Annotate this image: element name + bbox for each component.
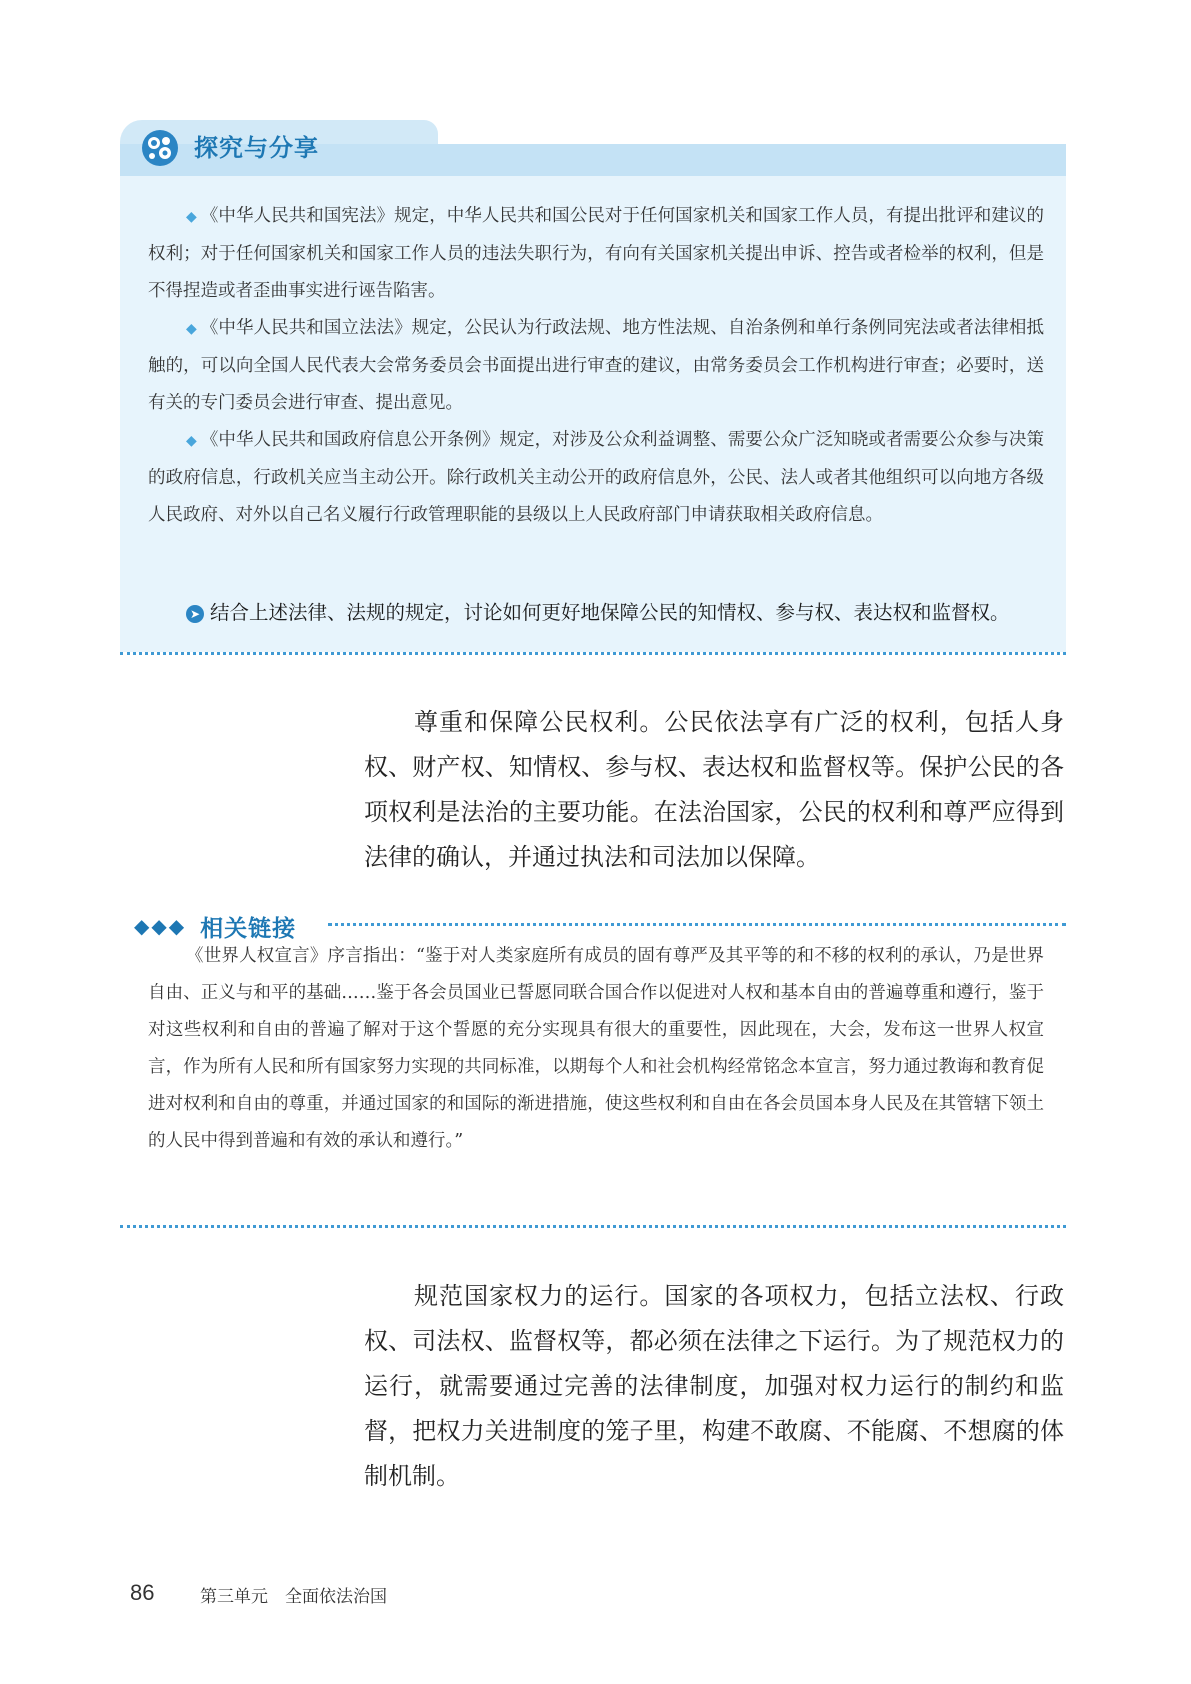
body-paragraph-power: 规范国家权力的运行。国家的各项权力，包括立法权、行政权、司法权、监督权等，都必须在法律之下运行。为了规范权力的运行，就需要通过完善的法律制度，加强对权力运行的制约和监督，把权力关进制度的笼子里，构建不敢腐、不能腐、不想腐的体制机制。 [364,1282,1064,1490]
explore-title: 探究与分享 [194,134,319,162]
explore-content [148,198,1044,534]
diamond-bullet-icon: ◆ [186,433,197,449]
arrow-right-icon: ➤ [186,605,204,623]
explore-paragraph: ◆ 《中华人民共和国宪法》规定，中华人民共和国公民对于任何国家机关和国家工作人员，有提出批评和建议的权利；对于任何国家机关和国家工作人员的违法失职行为，有向有关国家机关提出申诉、控告或者检举的权利，但是不得捏造或者歪曲事实进行诬告陷害。 [148,206,1044,301]
diamond-bullet-icon: ◆ [186,321,197,337]
page-number: 86 [130,1580,155,1605]
related-links-title: 相关链接 [200,915,297,942]
body-paragraph-rights: 尊重和保障公民权利。公民依法享有广泛的权利，包括人身权、财产权、知情权、参与权、表达权和监督权等。保护公民的各项权利是法治的主要功能。在法治国家，公民的权利和尊严应得到法律的确认，并通过执法和司法加以保障。 [364,708,1064,871]
diamond-bullet-icon: ◆ [186,209,197,225]
footer-unit-title: 第三单元 全面依法治国 [200,1587,387,1607]
section-divider [120,1225,1066,1228]
explore-paragraph: ◆ 《中华人民共和国立法法》规定，公民认为行政法规、地方性法规、自治条例和单行条例同宪法或者法律相抵触的，可以向全国人民代表大会常务委员会书面提出进行审查的建议，由常务委员会工作机构进行审查；必要时，送有关的专门委员会进行审查、提出意见。 [148,318,1044,413]
diamond-icons: ◆◆◆ [134,914,187,938]
explore-share-icon [140,128,180,168]
header-dotted-line [328,923,1066,926]
discussion-question: ➤ 结合上述法律、法规的规定，讨论如何更好地保障公民的知情权、参与权、表达权和监督权。 [186,598,1010,628]
explore-paragraph: ◆ 《中华人民共和国政府信息公开条例》规定，对涉及公众利益调整、需要公众广泛知晓或者需要公众参与决策的政府信息，行政机关应当主动公开。除行政机关主动公开的政府信息外，公民、法人或者其他组织可以向地方各级人民政府、对外以自己名义履行行政管理职能的县级以上人民政府部门申请获取相关政府信息。 [148,430,1044,525]
section-divider [120,652,1066,655]
related-links-content: 《世界人权宣言》序言指出：“鉴于对人类家庭所有成员的固有尊严及其平等的和不移的权利的承认，乃是世界自由、正义与和平的基础……鉴于各会员国业已誓愿同联合国合作以促进对人权和基本自由的普遍尊重和遵行，鉴于对这些权利和自由的普遍了解对于这个誓愿的充分实现具有很大的重要性，因此现在，大会，发布这一世界人权宣言，作为所有人民和所有国家努力实现的共同标准，以期每个人和社会机构经常铭念本宣言，努力通过教诲和教育促进对权利和自由的尊重，并通过国家的和国际的渐进措施，使这些权利和自由在各会员国本身人民及在其管辖下领土的人民中得到普遍和有效的承认和遵行。” [148,946,1044,1151]
